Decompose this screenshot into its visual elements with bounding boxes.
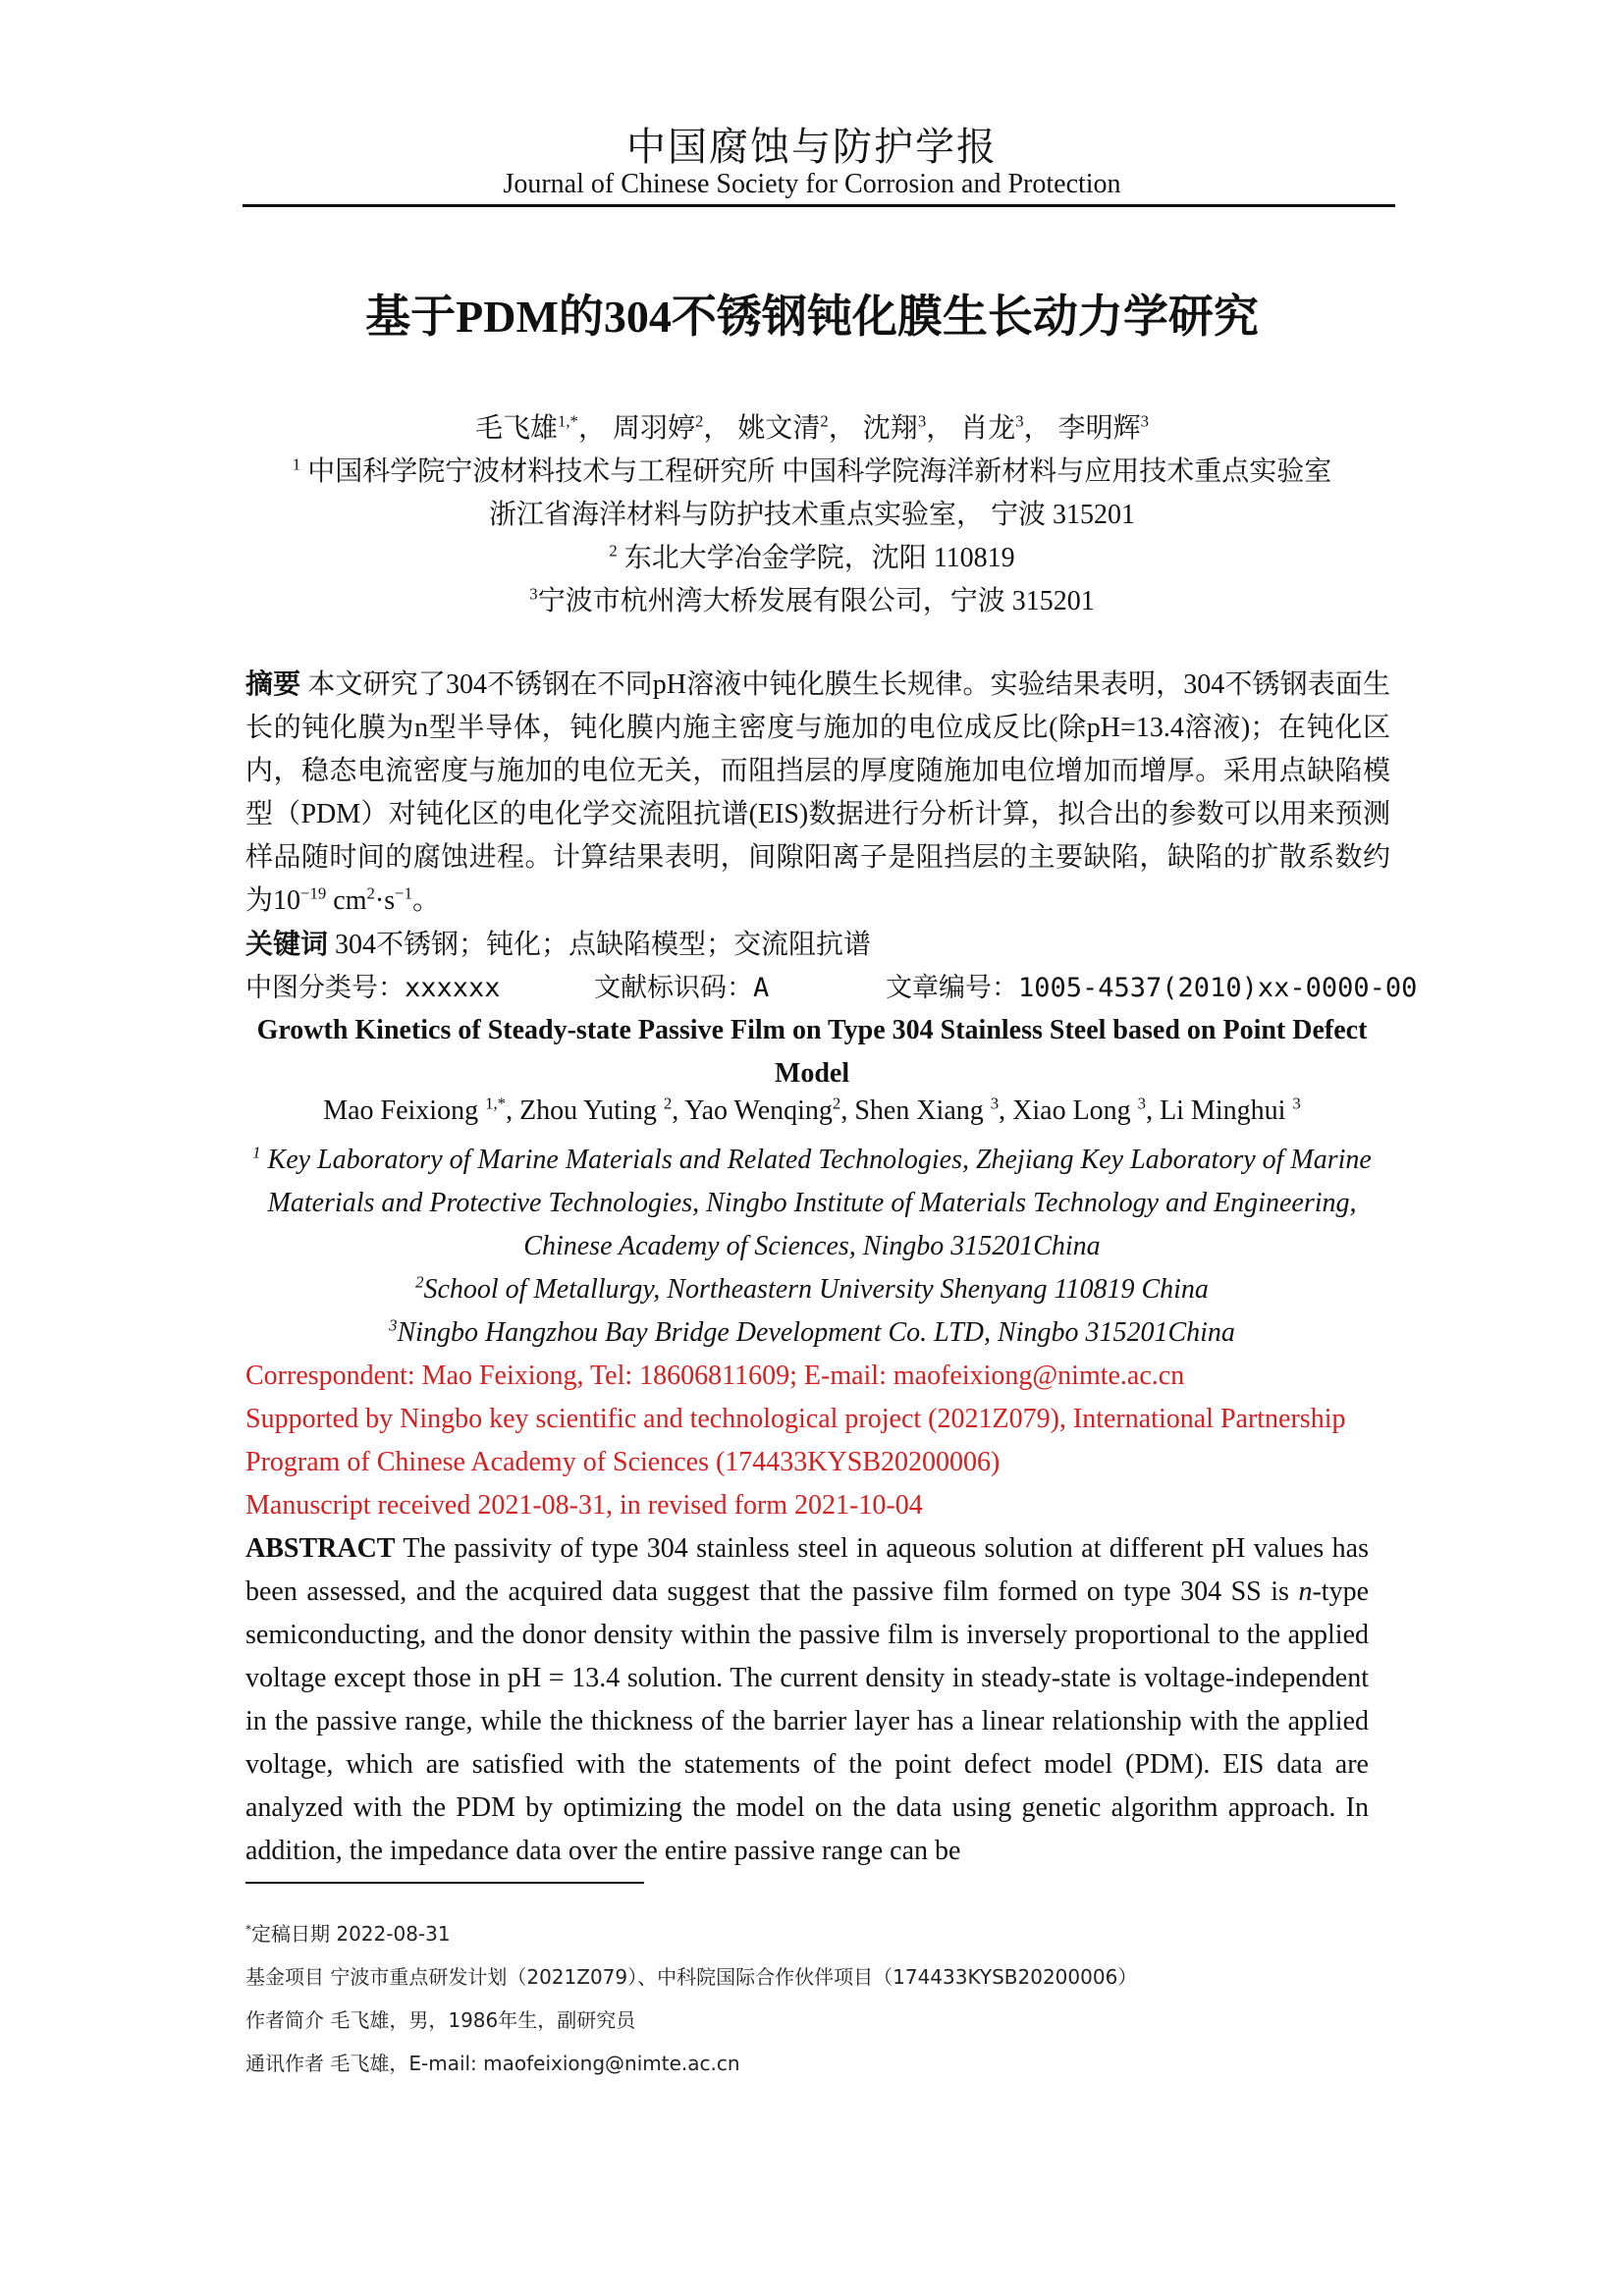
affiliation-text: 中国科学院宁波材料技术与工程研究所 中国科学院海洋新材料与应用技术重点实验室 xyxy=(307,456,1332,487)
diffusion-exponent: −19 xyxy=(300,883,327,903)
affiliation-cn-1 xyxy=(0,450,1624,489)
header-rule xyxy=(243,204,1395,207)
affiliation-sup: 2 xyxy=(415,1272,424,1292)
manuscript-dates: Manuscript received 2021-08-31, in revised form 2021-10-04 xyxy=(245,1490,923,1521)
article-number: 文章编号：1005-4537(2010)xx-0000-00 xyxy=(886,973,1418,1003)
footnote-corresponding: 通讯作者 毛飞雄，E-mail: maofeixiong@nimte.ac.cn xyxy=(245,2052,740,2075)
author-cn: 肖龙 xyxy=(960,413,1016,444)
affiliation-sup: 3 xyxy=(529,584,538,604)
keywords-cn xyxy=(245,923,871,962)
abstract-cn xyxy=(245,664,1390,923)
document-code: 文献标识码：A xyxy=(594,973,770,1003)
affiliation-cn-1-cont: 浙江省海洋材料与防护技术重点实验室， 宁波 315201 xyxy=(488,500,1135,530)
footnote-date xyxy=(245,1918,451,1947)
abstract-en xyxy=(245,1527,1369,1873)
unit-exp-1: 2 xyxy=(366,883,375,903)
affiliation-text: School of Metallurgy, Northeastern University Shenyang 110819 China xyxy=(423,1274,1209,1305)
unit-exp-2: −1 xyxy=(395,883,412,903)
author-sup: 3 xyxy=(1015,411,1024,431)
author-sup: 2 xyxy=(663,1094,673,1113)
author-sep: , xyxy=(840,1095,855,1126)
correspondent-line: Correspondent: Mao Feixiong, Tel: 18606811609; E-mail: maofeixiong@nimte.ac.cn xyxy=(245,1361,1185,1391)
author-cn: 周羽婷 xyxy=(612,413,695,444)
footnote-text: 定稿日期 2022-08-31 xyxy=(251,1922,451,1946)
author-cn: 李明辉 xyxy=(1057,413,1141,444)
clc-number: 中图分类号：xxxxxx xyxy=(245,973,501,1003)
author-list-cn: 毛飞雄$^{1,*}$， 周羽婷$^2$， 姚文清$^2$， 沈翔$^3$， 肖龙$^3$， 李明辉$^3$ xyxy=(474,411,1150,444)
footnote-author-bio: 作者简介 毛飞雄，男，1986年生，副研究员 xyxy=(245,2008,636,2032)
author-en: Yao Wenqing xyxy=(684,1095,833,1126)
author-sup: 1,* xyxy=(557,411,578,431)
author-en: Zhou Yuting xyxy=(519,1095,657,1126)
paper-title-en: Growth Kinetics of Steady-state Passive Film on Type 304 Stainless Steel based on Point Defect Model xyxy=(256,1015,1368,1089)
n-type-italic: n xyxy=(1298,1576,1313,1607)
abstract-text-cn: 本文研究了304不锈钢在不同pH溶液中钝化膜生长规律。实验结果表明，304不锈钢表面生长的钝化膜为n型半导体，钝化膜内施主密度与施加的电位成反比(除pH=13.4溶液)；在钝化区内，稳态电流密度与施加的电位无关，而阻挡层的厚度随施加电位增加而增厚。采用点缺陷模型（PDM）对钝化区的电化学交流阻抗谱(EIS)数据进行分析计算，拟合出的参数可以用来预测样品随时间的腐蚀进程。计算结果表明，间隙阳离子是阻挡层的主要缺陷，缺陷的扩散系数约为 xyxy=(245,669,1390,916)
unit-cm: cm xyxy=(333,885,367,916)
affiliation-sup: 2 xyxy=(609,541,618,561)
author-sep: , xyxy=(1146,1095,1161,1126)
affiliation-text: Key Laboratory of Marine Materials and Related Technologies, Zhejiang Key Laboratory of Marine Materials and Protective Technologies, Ningbo Institute of Materials Technology and Engineering, Chinese Academy of Sciences, Ningbo 315201China xyxy=(267,1145,1372,1261)
paper-title-cn: 基于PDM的304不锈钢钝化膜生长动力学研究 xyxy=(365,292,1259,342)
affiliation-en-3 xyxy=(245,1311,1379,1355)
diffusion-value: 10 xyxy=(273,885,301,916)
affiliation-text: 东北大学冶金学院，沈阳 110819 xyxy=(623,543,1015,573)
author-sup: 2 xyxy=(832,1094,841,1113)
author-sup: 3 xyxy=(1137,1094,1147,1113)
journal-name-en: Journal of Chinese Society for Corrosion and Protection xyxy=(503,169,1121,199)
footnote-mark: * xyxy=(245,1922,251,1937)
affiliation-en-1 xyxy=(245,1139,1379,1268)
abstract-end: 。 xyxy=(411,885,440,916)
abstract-text-en: The passivity of type 304 stainless steel in aqueous solution at different pH values has been assessed, and the acquired data suggest that the passive film formed on type 304 SS is xyxy=(245,1533,1369,1607)
footnote-rule xyxy=(245,1882,644,1884)
author-en: Xiao Long xyxy=(1012,1095,1131,1126)
author-cn: 毛飞雄 xyxy=(474,413,558,444)
funding-line: Supported by Ningbo key scientific and technological project (2021Z079), International Partnership Program of Chinese Academy of Sciences (174433KYSB20200006) xyxy=(245,1404,1346,1477)
author-en: Shen Xiang xyxy=(854,1095,984,1126)
unit-s: ·s xyxy=(374,885,396,916)
affiliation-text: 宁波市杭州湾大桥发展有限公司，宁波 315201 xyxy=(537,586,1095,616)
affiliation-sup: 3 xyxy=(389,1315,398,1335)
affiliation-sup: 1 xyxy=(252,1143,261,1162)
affiliation-en-2 xyxy=(245,1268,1379,1311)
affiliation-text: Ningbo Hangzhou Bay Bridge Development Co. LTD, Ningbo 315201China xyxy=(397,1317,1235,1348)
author-sep: , xyxy=(672,1095,685,1126)
author-sep: , xyxy=(999,1095,1013,1126)
author-sep: , xyxy=(506,1095,520,1126)
affiliation-cn-3 xyxy=(0,579,1624,618)
author-sup: 3 xyxy=(1292,1094,1301,1113)
author-cn: 姚文清 xyxy=(737,413,821,444)
abstract-label-en: ABSTRACT xyxy=(245,1533,396,1564)
author-sup: 3 xyxy=(1140,411,1150,431)
abstract-text-en-cont: -type semiconducting, and the donor density within the passive film is inversely proportional to the applied voltage except those in pH = 13.4 solution. The current density in steady-state is voltage-independent in the passive range, while the thickness of the barrier layer has a linear relationship with the applied voltage, which are satisfied with the statements of the point defect model (PDM). EIS data are analyzed with the PDM by optimizing the model on the data using genetic algorithm approach. In addition, the impedance data over the entire passive range can be xyxy=(245,1576,1370,1866)
keywords-text: 304不锈钢；钝化；点缺陷模型；交流阻抗谱 xyxy=(335,930,872,960)
author-list-en xyxy=(0,1095,1624,1127)
affiliation-sup: 1 xyxy=(292,454,301,474)
author-sup: 3 xyxy=(990,1094,1000,1113)
author-sup: 1,* xyxy=(485,1094,507,1113)
author-cn: 沈翔 xyxy=(862,413,918,444)
author-sup: 2 xyxy=(694,411,704,431)
abstract-label-cn: 摘要 xyxy=(245,669,301,700)
footnote-funding: 基金项目 宁波市重点研发计划（2021Z079）、中科院国际合作伙伴项目（174433KYSB20200006） xyxy=(245,1965,1138,1989)
journal-name-cn: 中国腐蚀与防护学报 xyxy=(626,125,998,169)
author-sup: 3 xyxy=(917,411,927,431)
author-sup: 2 xyxy=(820,411,829,431)
author-en: Li Minghui xyxy=(1160,1095,1286,1126)
affiliation-cn-2 xyxy=(0,536,1624,575)
keywords-label: 关键词 xyxy=(245,930,329,960)
author-en: Mao Feixiong xyxy=(323,1095,479,1126)
